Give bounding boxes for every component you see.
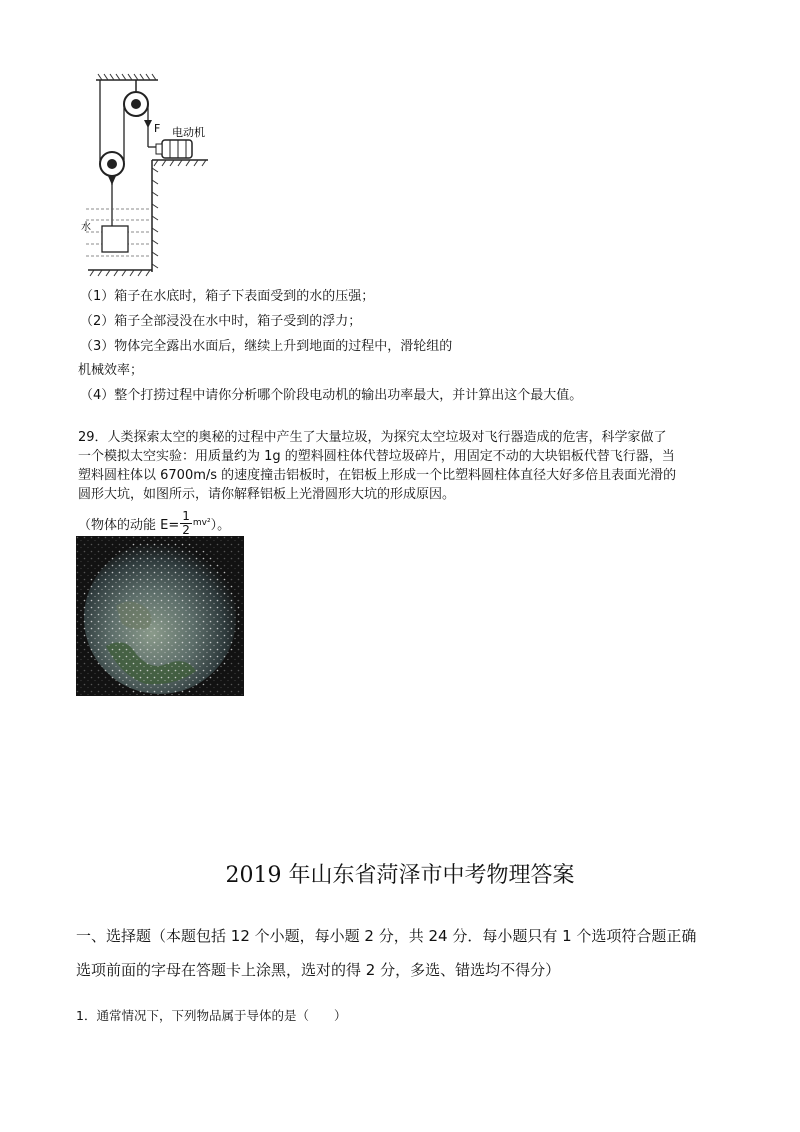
q28-part-3-cont: 机械效率； (78, 363, 144, 378)
q28-part-1: （1）箱子在水底时，箱子下表面受到的水的压强； (80, 289, 375, 304)
q29-line-4: 圆形大坑，如图所示，请你解释铝板上光滑圆形大坑的形成原因。 (78, 487, 456, 502)
section-1-line-2: 选项前面的字母在答题卡上涂黑，选对的得 2 分，多选、错选均不得分） (76, 961, 561, 979)
hint-variable: mv² (192, 518, 211, 528)
water-label: 水 (81, 222, 91, 233)
hint-suffix: ）。 (210, 517, 231, 533)
motor-label: 电动机 (172, 126, 205, 139)
q28-part-2: （2）箱子全部浸没在水中时，箱子受到的浮力； (80, 314, 362, 329)
space-debris-earth-image (76, 536, 244, 696)
question-1: 1．通常情况下，下列物品属于导体的是（ ） (76, 1008, 347, 1023)
q29-hint (78, 506, 230, 540)
q29-line-3: 塑料圆柱体以 6700m/s 的速度撞击铝板时，在铝板上形成一个比塑料圆柱体直径大好多倍且表面光滑的 (78, 468, 677, 483)
q28-part-3: （3）物体完全露出水面后，继续上升到地面的过程中，滑轮组的 (80, 339, 453, 354)
q28-part-4: （4）整个打捞过程中请你分析哪个阶段电动机的输出功率最大，并计算出这个最大值。 (80, 388, 583, 403)
q29-line-1: 29．人类探索太空的奥秘的过程中产生了大量垃圾，为探究太空垃圾对飞行器造成的危害，科学家做了 (78, 430, 667, 445)
hint-prefix: （物体的动能 E= (78, 517, 180, 533)
fraction-numerator: 1 (182, 508, 190, 523)
q29-line-2: 一个模拟太空实验：用质量约为 1g 的塑料圆柱体代替垃圾碎片，用固定不动的大块铝板代替飞行器，当 (78, 449, 675, 464)
fraction (180, 510, 192, 537)
answer-title: 2019 年山东省菏泽市中考物理答案 (225, 863, 575, 888)
fraction-denominator: 2 (182, 522, 190, 537)
force-label: F (154, 122, 161, 135)
section-1-line-1: 一、选择题（本题包括 12 个小题，每小题 2 分，共 24 分．每小题只有 1 个选项符合题正确 (76, 927, 697, 945)
pulley-diagram (78, 72, 228, 282)
